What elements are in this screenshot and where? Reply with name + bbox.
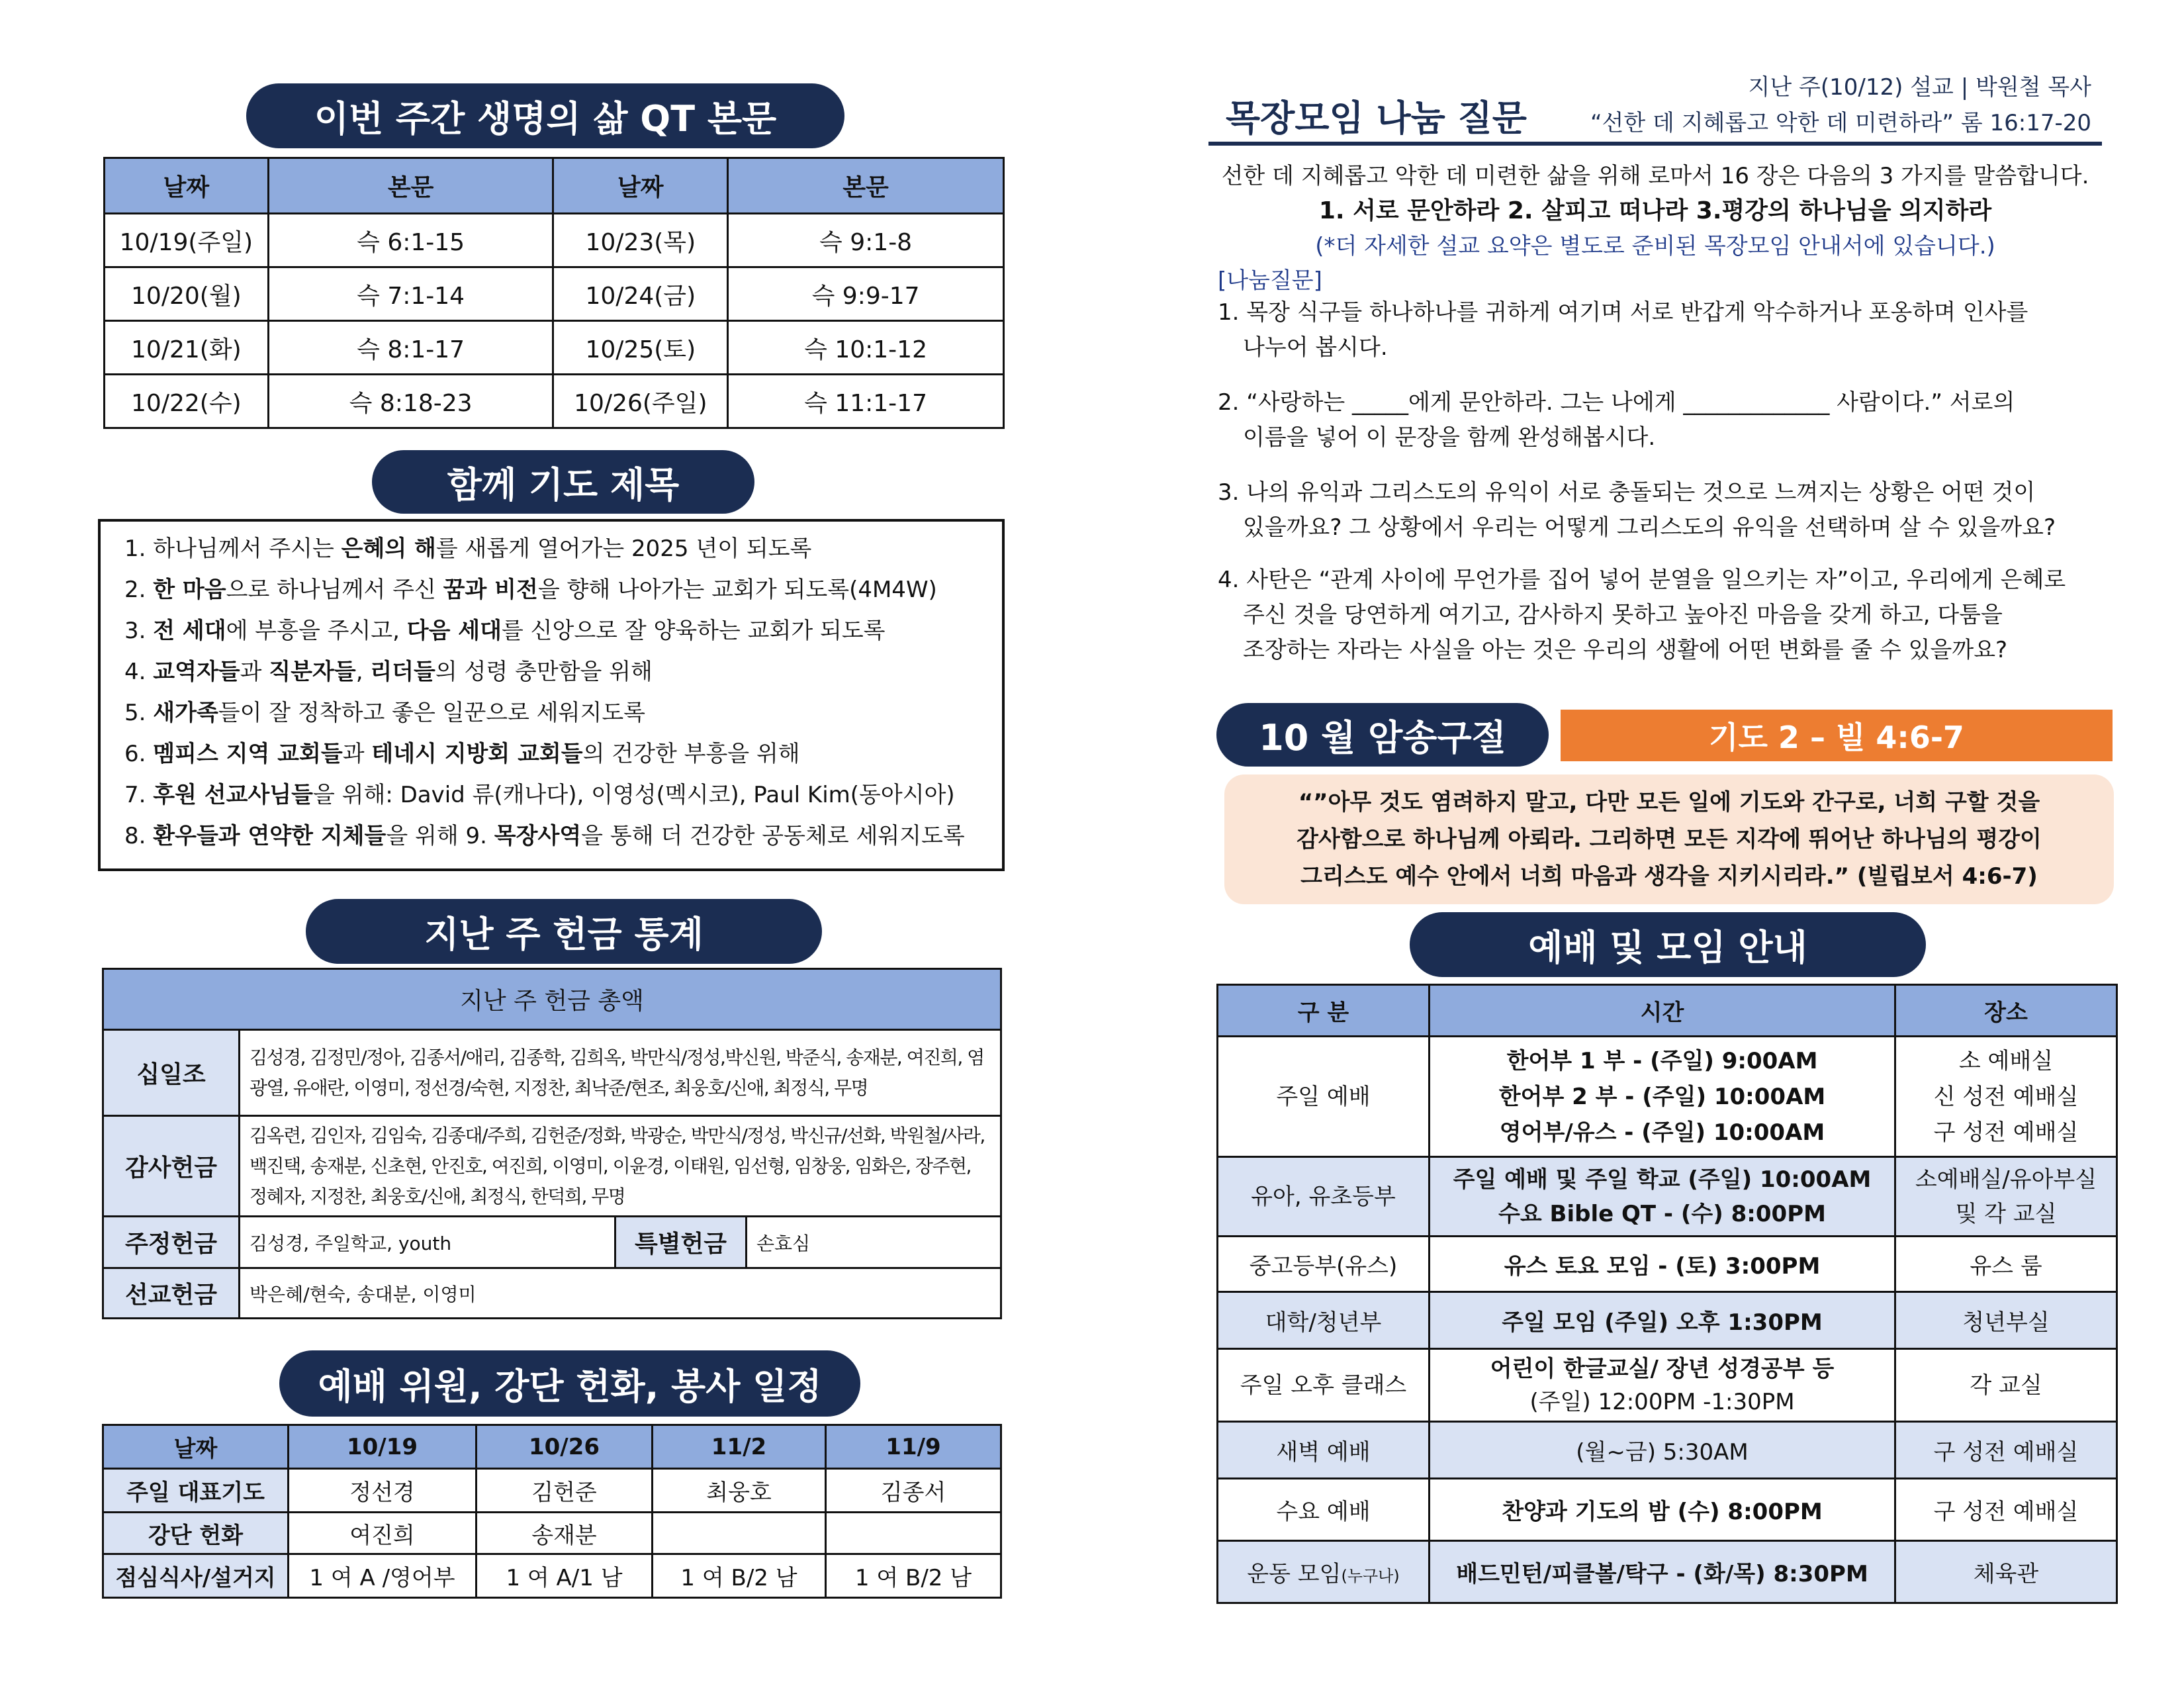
qt-header: 본문 (728, 158, 1004, 214)
service-place: 소 예배실 신 성전 예배실 구 성전 예배실 (1895, 1037, 2117, 1157)
thanks-label: 감사헌금 (103, 1116, 240, 1217)
qt-cell: 슥 11:1-17 (728, 375, 1004, 428)
service-category: 대학/청년부 (1218, 1292, 1430, 1349)
service-category: 수요 예배 (1218, 1479, 1430, 1541)
qt-header: 본문 (268, 158, 553, 214)
qt-cell: 10/20(월) (105, 267, 269, 321)
service-category: 운동 모임(누구나) (1218, 1541, 1430, 1603)
thanks-names: 김옥련, 김인자, 김임숙, 김종대/주희, 김헌준/정화, 박광순, 박만식/정성, 박신규/선화, 박원철/사라, 백진택, 송재분, 신초현, 안진호, 여진희, 이영미, 이윤경, 이태원, 임선형, 임창웅, 임화은, 장주현, 정혜자, 지정찬, 최웅호/신애, 최정식, 한덕희, 무명 (240, 1116, 1001, 1217)
duty-header: 11/2 (653, 1425, 826, 1469)
duty-cell: 송재분 (477, 1513, 653, 1554)
services-title: 예배 및 모임 안내 (1410, 912, 1926, 977)
question-item: 2. “사랑하는 _____에게 문안하라. 그는 나에게 _____________ 사람이다.” 서로의 이름을 넣어 이 문장을 함께 완성해봅시다. (1218, 389, 2015, 451)
service-place: 청년부실 (1895, 1292, 2117, 1349)
sermon-divider (1208, 142, 2102, 146)
offering-table (102, 968, 1002, 1319)
question-item: 1. 목장 식구들 하나하나를 귀하게 여기며 서로 반갑게 악수하거나 포옹하며 인사를 나누어 봅시다. (1218, 299, 2028, 361)
table-row (105, 375, 1004, 428)
table-row (1218, 1349, 2117, 1422)
tithe-names: 김성경, 김정민/정아, 김종서/애리, 김종학, 김희옥, 박만식/정성,박신원, 박준식, 송재분, 여진희, 염광열, 유애란, 이영미, 정선경/숙현, 지정찬, 최낙준/현조, 최웅호/신애, 최정식, 무명 (240, 1030, 1001, 1116)
table-row (105, 321, 1004, 375)
memory-line: 감사함으로 하나님께 아뢰라. 그리하면 모든 지각에 뛰어난 하나님의 평강이 (1297, 826, 2042, 853)
qt-cell: 10/24(금) (553, 267, 728, 321)
duty-cell: 1 여 B/2 남 (653, 1554, 826, 1598)
prayer-item: 7. 후원 선교사님들을 위해: David 류(캐나다), 이영성(멕시코), Paul Kim(동아시아) (124, 782, 955, 808)
table-row (1218, 1292, 2117, 1349)
weekly-names: 김성경, 주일학교, youth (240, 1217, 615, 1268)
duty-cell: 최웅호 (653, 1469, 826, 1513)
service-time: 유스 토요 모임 - (토) 3:00PM (1430, 1237, 1895, 1292)
prayer-box (98, 519, 1005, 871)
services-table (1216, 984, 2118, 1604)
qt-cell: 슥 7:1-14 (268, 267, 553, 321)
duty-cell: 1 여 A /영어부 (289, 1554, 477, 1598)
service-place: 체육관 (1895, 1541, 2117, 1603)
table-row (1218, 1157, 2117, 1237)
qt-cell: 슥 6:1-15 (268, 214, 553, 267)
service-time: 어린이 한글교실/ 장년 성경공부 등 (주일) 12:00PM -1:30PM (1430, 1349, 1895, 1422)
prayer-item: 3. 전 세대에 부흥을 주시고, 다음 세대를 신앙으로 잘 양육하는 교회가 되도록 (124, 618, 886, 644)
sermon-intro: 선한 데 지혜롭고 악한 데 미련한 삶을 위해 로마서 16 장은 다음의 3 가지를 말씀합니다. (1221, 163, 2089, 189)
prayer-item: 1. 하나님께서 주시는 은혜의 해를 새롭게 열어가는 2025 년이 되도록 (124, 536, 812, 562)
duty-cell: 여진희 (289, 1513, 477, 1554)
qt-cell: 10/23(목) (553, 214, 728, 267)
special-names: 손효심 (747, 1217, 1001, 1268)
table-row (1218, 1237, 2117, 1292)
question-item: 4. 사탄은 “관계 사이에 무언가를 집어 넣어 분열을 일으키는 자”이고, 우리에게 은혜로 주신 것을 당연하게 여기고, 감사하지 못하고 높아진 마음을 갖게 하고, 다툼을 조장하는 자라는 사실을 아는 것은 우리의 생활에 어떤 변화를 줄 수 있을까요? (1218, 567, 2066, 663)
tithe-label: 십일조 (103, 1030, 240, 1116)
services-header: 구 분 (1218, 985, 1430, 1037)
qt-cell: 10/26(주일) (553, 375, 728, 428)
prayer-item: 6. 멤피스 지역 교회들과 테네시 지방회 교회들의 건강한 부흥을 위해 (124, 741, 800, 767)
duty-table (102, 1424, 1002, 1599)
duty-cell: 정선경 (289, 1469, 477, 1513)
service-time: 주일 모임 (주일) 오후 1:30PM (1430, 1292, 1895, 1349)
memory-title: 10 월 암송구절 (1216, 703, 1549, 767)
duty-row-label: 주일 대표기도 (103, 1469, 289, 1513)
service-place: 유스 룸 (1895, 1237, 2117, 1292)
sermon-points: 1. 서로 문안하라 2. 살피고 떠나라 3.평강의 하나님을 의지하라 (1318, 197, 1992, 224)
questions-label: [나눔질문] (1218, 267, 1322, 294)
service-category: 주일 오후 클래스 (1218, 1349, 1430, 1422)
services-header: 장소 (1895, 985, 2117, 1037)
qt-header: 날짜 (105, 158, 269, 214)
special-label: 특별헌금 (615, 1217, 747, 1268)
qt-cell: 슥 10:1-12 (728, 321, 1004, 375)
duty-header: 10/19 (289, 1425, 477, 1469)
service-category: 새벽 예배 (1218, 1422, 1430, 1479)
sermon-note: (*더 자세한 설교 요약은 별도로 준비된 목장모임 안내서에 있습니다.) (1315, 233, 1995, 259)
table-row (1218, 1541, 2117, 1603)
sermon-title: 목장모임 나눔 질문 (1226, 97, 1527, 139)
offering-total-header: 지난 주 헌금 총액 (103, 969, 1001, 1030)
memory-line: 그리스도 예수 안에서 너희 마음과 생각을 지키시리라.” (빌립보서 4:6-7) (1300, 863, 2038, 890)
service-place: 구 성전 예배실 (1895, 1422, 2117, 1479)
prayer-item: 5. 새가족들이 잘 정착하고 좋은 일꾼으로 세워지도록 (124, 700, 646, 726)
prayer-item: 4. 교역자들과 직분자들, 리더들의 성령 충만함을 위해 (124, 659, 653, 685)
memory-line: “”아무 것도 염려하지 말고, 다만 모든 일에 기도와 간구로, 너희 구할 것을 (1298, 789, 2040, 816)
table-row (105, 214, 1004, 267)
memory-verse-box (1224, 774, 2114, 904)
service-place: 구 성전 예배실 (1895, 1479, 2117, 1541)
mission-names: 박은혜/현숙, 송대분, 이영미 (240, 1268, 1001, 1319)
weekly-label: 주정헌금 (103, 1217, 240, 1268)
service-time: 배드민턴/피클볼/탁구 - (화/목) 8:30PM (1430, 1541, 1895, 1603)
duty-cell: 1 여 A/1 남 (477, 1554, 653, 1598)
service-time: (월~금) 5:30AM (1430, 1422, 1895, 1479)
duty-row-label: 점심식사/설거지 (103, 1554, 289, 1598)
mission-label: 선교헌금 (103, 1268, 240, 1319)
qt-cell: 10/21(화) (105, 321, 269, 375)
table-row (105, 267, 1004, 321)
service-category: 중고등부(유스) (1218, 1237, 1430, 1292)
table-row (1218, 1479, 2117, 1541)
duty-header: 10/26 (477, 1425, 653, 1469)
qt-cell: 10/19(주일) (105, 214, 269, 267)
service-category: 주일 예배 (1218, 1037, 1430, 1157)
offering-title: 지난 주 헌금 통계 (306, 899, 822, 964)
qt-header: 날짜 (553, 158, 728, 214)
duty-row-label: 강단 헌화 (103, 1513, 289, 1554)
duty-cell: 김헌준 (477, 1469, 653, 1513)
qt-table (103, 157, 1005, 429)
qt-title: 이번 주간 생명의 삶 QT 본문 (246, 83, 844, 148)
question-item: 3. 나의 유익과 그리스도의 유익이 서로 충돌되는 것으로 느껴지는 상황은 어떤 것이 있을까요? 그 상황에서 우리는 어떻게 그리스도의 유익을 선택하며 살 수 있을까요? (1218, 479, 2056, 541)
prayer-item: 8. 환우들과 연약한 지체들을 위해 9. 목장사역을 통해 더 건강한 공동체로 세워지도록 (124, 823, 965, 849)
duty-cell (653, 1513, 826, 1554)
qt-cell: 슥 8:1-17 (268, 321, 553, 375)
memory-tag: 기도 2 – 빌 4:6-7 (1561, 710, 2113, 761)
duty-title: 예배 위원, 강단 헌화, 봉사 일정 (279, 1350, 860, 1417)
table-row (1218, 1422, 2117, 1479)
duty-header: 11/9 (826, 1425, 1001, 1469)
table-row (1218, 1037, 2117, 1157)
duty-cell (826, 1513, 1001, 1554)
qt-cell: 10/22(수) (105, 375, 269, 428)
qt-cell: 10/25(토) (553, 321, 728, 375)
prayer-title: 함께 기도 제목 (372, 450, 754, 514)
duty-cell: 1 여 B/2 남 (826, 1554, 1001, 1598)
service-time: 한어부 1 부 - (주일) 9:00AM 한어부 2 부 - (주일) 10:00AM 영어부/유스 - (주일) 10:00AM (1430, 1037, 1895, 1157)
service-time: 찬양과 기도의 밤 (수) 8:00PM (1430, 1479, 1895, 1541)
sermon-reference: 지난 주(10/12) 설교 | 박원철 목사 (1748, 74, 2091, 101)
qt-cell: 슥 9:9-17 (728, 267, 1004, 321)
service-place: 각 교실 (1895, 1349, 2117, 1422)
service-place: 소예배실/유아부실 및 각 교실 (1895, 1157, 2117, 1237)
prayer-item: 2. 한 마음으로 하나님께서 주신 꿈과 비전을 향해 나아가는 교회가 되도록(4M4W) (124, 577, 937, 603)
qt-cell: 슥 8:18-23 (268, 375, 553, 428)
duty-cell: 김종서 (826, 1469, 1001, 1513)
services-header: 시간 (1430, 985, 1895, 1037)
sermon-text: “선한 데 지혜롭고 악한 데 미련하라” 롬 16:17-20 (1590, 110, 2091, 136)
service-category: 유아, 유초등부 (1218, 1157, 1430, 1237)
duty-header: 날짜 (103, 1425, 289, 1469)
qt-cell: 슥 9:1-8 (728, 214, 1004, 267)
service-time: 주일 예배 및 주일 학교 (주일) 10:00AM 수요 Bible QT - (수) 8:00PM (1430, 1157, 1895, 1237)
